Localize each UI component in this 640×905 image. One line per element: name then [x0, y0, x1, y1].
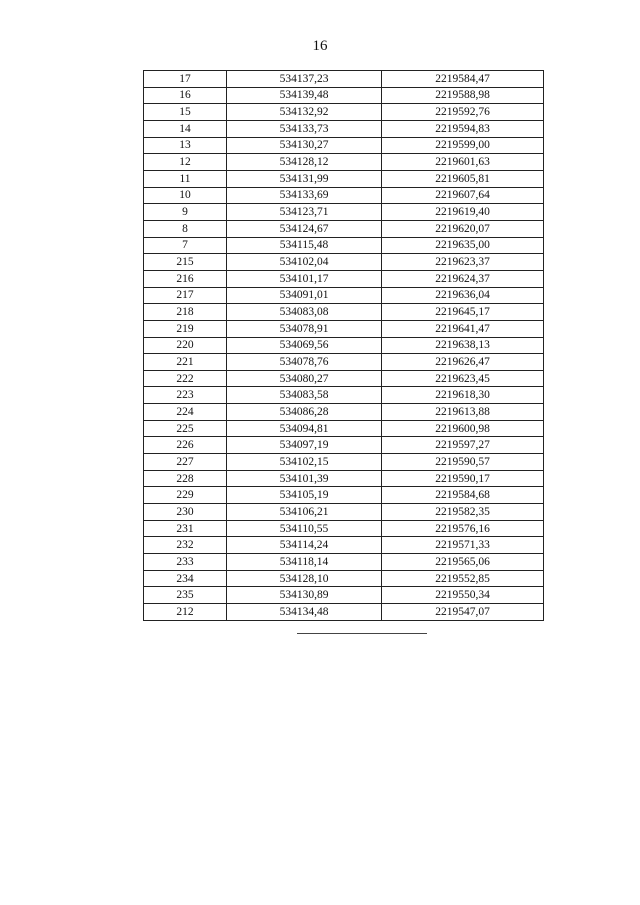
x-coordinate-cell: 534097,19 — [227, 437, 382, 454]
y-coordinate-cell: 2219582,35 — [382, 504, 544, 521]
x-coordinate-cell: 534078,76 — [227, 354, 382, 371]
point-number-cell: 215 — [144, 254, 227, 271]
x-coordinate-cell: 534094,81 — [227, 420, 382, 437]
x-coordinate-cell: 534101,39 — [227, 470, 382, 487]
table-row — [144, 137, 544, 154]
point-number-cell: 212 — [144, 604, 227, 621]
y-coordinate-cell: 2219590,17 — [382, 470, 544, 487]
table-row — [144, 320, 544, 337]
x-coordinate-cell: 534110,55 — [227, 520, 382, 537]
table-row — [144, 154, 544, 171]
point-number-cell: 17 — [144, 71, 227, 88]
point-number-cell: 233 — [144, 554, 227, 571]
table-row — [144, 71, 544, 88]
point-number-cell: 220 — [144, 337, 227, 354]
y-coordinate-cell: 2219547,07 — [382, 604, 544, 621]
y-coordinate-cell: 2219635,00 — [382, 237, 544, 254]
table-row — [144, 537, 544, 554]
table-row — [144, 337, 544, 354]
x-coordinate-cell: 534139,48 — [227, 87, 382, 104]
x-coordinate-cell: 534069,56 — [227, 337, 382, 354]
x-coordinate-cell: 534078,91 — [227, 320, 382, 337]
y-coordinate-cell: 2219624,37 — [382, 270, 544, 287]
x-coordinate-cell: 534118,14 — [227, 554, 382, 571]
table-row — [144, 237, 544, 254]
x-coordinate-cell: 534114,24 — [227, 537, 382, 554]
point-number-cell: 16 — [144, 87, 227, 104]
y-coordinate-cell: 2219623,45 — [382, 370, 544, 387]
x-coordinate-cell: 534080,27 — [227, 370, 382, 387]
point-number-cell: 218 — [144, 304, 227, 321]
y-coordinate-cell: 2219626,47 — [382, 354, 544, 371]
table-row — [144, 354, 544, 371]
table-row — [144, 254, 544, 271]
point-number-cell: 221 — [144, 354, 227, 371]
table-row — [144, 420, 544, 437]
point-number-cell: 230 — [144, 504, 227, 521]
x-coordinate-cell: 534101,17 — [227, 270, 382, 287]
point-number-cell: 224 — [144, 404, 227, 421]
x-coordinate-cell: 534128,10 — [227, 570, 382, 587]
coordinates-table-body — [144, 71, 544, 621]
table-row — [144, 304, 544, 321]
y-coordinate-cell: 2219620,07 — [382, 220, 544, 237]
y-coordinate-cell: 2219623,37 — [382, 254, 544, 271]
table-row — [144, 287, 544, 304]
table-row — [144, 187, 544, 204]
y-coordinate-cell: 2219565,06 — [382, 554, 544, 571]
point-number-cell: 15 — [144, 104, 227, 121]
point-number-cell: 219 — [144, 320, 227, 337]
table-row — [144, 470, 544, 487]
y-coordinate-cell: 2219619,40 — [382, 204, 544, 221]
x-coordinate-cell: 534130,27 — [227, 137, 382, 154]
x-coordinate-cell: 534102,04 — [227, 254, 382, 271]
point-number-cell: 232 — [144, 537, 227, 554]
point-number-cell: 226 — [144, 437, 227, 454]
y-coordinate-cell: 2219597,27 — [382, 437, 544, 454]
y-coordinate-cell: 2219641,47 — [382, 320, 544, 337]
y-coordinate-cell: 2219588,98 — [382, 87, 544, 104]
point-number-cell: 225 — [144, 420, 227, 437]
point-number-cell: 223 — [144, 387, 227, 404]
table-row — [144, 504, 544, 521]
table-row — [144, 570, 544, 587]
table-row — [144, 520, 544, 537]
x-coordinate-cell: 534137,23 — [227, 71, 382, 88]
point-number-cell: 229 — [144, 487, 227, 504]
table-row — [144, 454, 544, 471]
x-coordinate-cell: 534102,15 — [227, 454, 382, 471]
y-coordinate-cell: 2219599,00 — [382, 137, 544, 154]
point-number-cell: 228 — [144, 470, 227, 487]
y-coordinate-cell: 2219600,98 — [382, 420, 544, 437]
point-number-cell: 10 — [144, 187, 227, 204]
x-coordinate-cell: 534123,71 — [227, 204, 382, 221]
point-number-cell: 227 — [144, 454, 227, 471]
x-coordinate-cell: 534131,99 — [227, 170, 382, 187]
x-coordinate-cell: 534105,19 — [227, 487, 382, 504]
x-coordinate-cell: 534132,92 — [227, 104, 382, 121]
y-coordinate-cell: 2219571,33 — [382, 537, 544, 554]
coordinates-table — [143, 70, 544, 621]
x-coordinate-cell: 534134,48 — [227, 604, 382, 621]
y-coordinate-cell: 2219601,63 — [382, 154, 544, 171]
y-coordinate-cell: 2219638,13 — [382, 337, 544, 354]
y-coordinate-cell: 2219590,57 — [382, 454, 544, 471]
x-coordinate-cell: 534130,89 — [227, 587, 382, 604]
table-row — [144, 587, 544, 604]
point-number-cell: 13 — [144, 137, 227, 154]
y-coordinate-cell: 2219550,34 — [382, 587, 544, 604]
table-row — [144, 604, 544, 621]
point-number-cell: 234 — [144, 570, 227, 587]
table-row — [144, 220, 544, 237]
table-row — [144, 87, 544, 104]
y-coordinate-cell: 2219584,47 — [382, 71, 544, 88]
point-number-cell: 11 — [144, 170, 227, 187]
y-coordinate-cell: 2219607,64 — [382, 187, 544, 204]
x-coordinate-cell: 534106,21 — [227, 504, 382, 521]
point-number-cell: 216 — [144, 270, 227, 287]
point-number-cell: 8 — [144, 220, 227, 237]
point-number-cell: 14 — [144, 120, 227, 137]
table-row — [144, 437, 544, 454]
point-number-cell: 222 — [144, 370, 227, 387]
point-number-cell: 231 — [144, 520, 227, 537]
table-row — [144, 120, 544, 137]
table-row — [144, 554, 544, 571]
point-number-cell: 217 — [144, 287, 227, 304]
table-row — [144, 270, 544, 287]
point-number-cell: 7 — [144, 237, 227, 254]
point-number-cell: 235 — [144, 587, 227, 604]
x-coordinate-cell: 534128,12 — [227, 154, 382, 171]
x-coordinate-cell: 534133,73 — [227, 120, 382, 137]
y-coordinate-cell: 2219592,76 — [382, 104, 544, 121]
x-coordinate-cell: 534083,58 — [227, 387, 382, 404]
y-coordinate-cell: 2219594,83 — [382, 120, 544, 137]
x-coordinate-cell: 534083,08 — [227, 304, 382, 321]
table-row — [144, 370, 544, 387]
y-coordinate-cell: 2219636,04 — [382, 287, 544, 304]
y-coordinate-cell: 2219645,17 — [382, 304, 544, 321]
y-coordinate-cell: 2219552,85 — [382, 570, 544, 587]
table-row — [144, 387, 544, 404]
table-row — [144, 487, 544, 504]
y-coordinate-cell: 2219618,30 — [382, 387, 544, 404]
x-coordinate-cell: 534086,28 — [227, 404, 382, 421]
table-row — [144, 204, 544, 221]
y-coordinate-cell: 2219576,16 — [382, 520, 544, 537]
point-number-cell: 9 — [144, 204, 227, 221]
x-coordinate-cell: 534091,01 — [227, 287, 382, 304]
point-number-cell: 12 — [144, 154, 227, 171]
table-row — [144, 404, 544, 421]
y-coordinate-cell: 2219605,81 — [382, 170, 544, 187]
x-coordinate-cell: 534133,69 — [227, 187, 382, 204]
y-coordinate-cell: 2219613,88 — [382, 404, 544, 421]
y-coordinate-cell: 2219584,68 — [382, 487, 544, 504]
end-rule — [297, 633, 427, 634]
table-row — [144, 170, 544, 187]
x-coordinate-cell: 534124,67 — [227, 220, 382, 237]
x-coordinate-cell: 534115,48 — [227, 237, 382, 254]
page-number: 16 — [312, 38, 328, 54]
table-row — [144, 104, 544, 121]
